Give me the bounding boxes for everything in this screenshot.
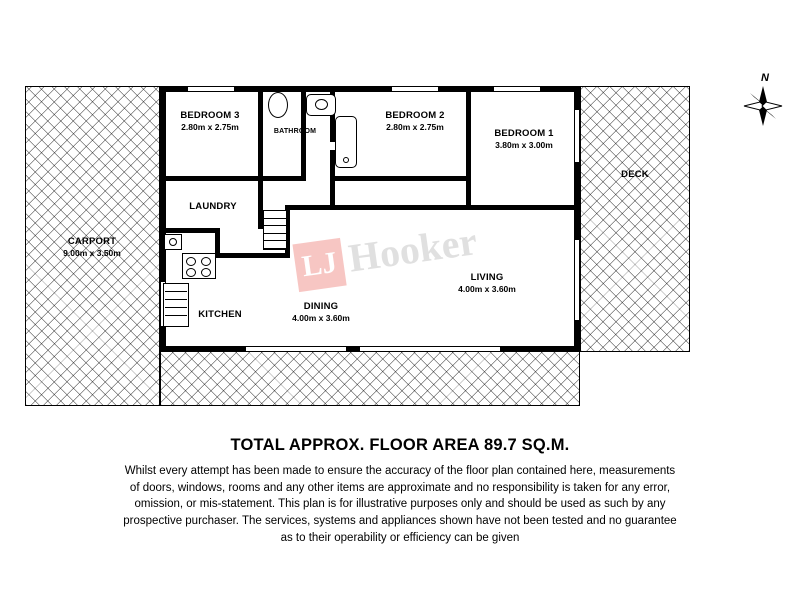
room-label-living: LIVING 4.00m x 3.60m bbox=[458, 272, 516, 294]
room-label-laundry: LAUNDRY bbox=[189, 201, 237, 212]
toilet-cistern bbox=[268, 90, 288, 92]
deck-hatch-area bbox=[580, 86, 690, 352]
room-label-dining: DINING 4.00m x 3.60m bbox=[292, 301, 350, 323]
wall-laundry-dining bbox=[215, 253, 290, 258]
toilet-fixture bbox=[268, 92, 288, 118]
room-label-bedroom1: BEDROOM 1 3.80m x 3.00m bbox=[494, 128, 554, 150]
window-top-left bbox=[188, 87, 234, 91]
kitchen-bench-line-1 bbox=[165, 291, 187, 292]
stove-burner-3-icon bbox=[186, 268, 196, 277]
compass-north-label: N bbox=[761, 72, 769, 84]
bathtub-plug-icon bbox=[343, 157, 349, 163]
stairs bbox=[263, 210, 287, 250]
room-label-bathroom: BATHROOM bbox=[273, 128, 317, 135]
window-right-living bbox=[575, 240, 579, 320]
stove-burner-1-icon bbox=[186, 257, 196, 266]
watermark-brand-text: Hooker bbox=[345, 218, 480, 281]
watermark-logo-text: LJ bbox=[299, 245, 340, 284]
room-label-bedroom2: BEDROOM 2 2.80m x 2.75m bbox=[385, 110, 445, 132]
room-label-bedroom3: BEDROOM 3 2.80m x 2.75m bbox=[180, 110, 240, 132]
wall-bed1-bottom bbox=[466, 205, 580, 210]
wall-laundry-bottom bbox=[160, 228, 220, 233]
wall-bed3-bottom bbox=[160, 176, 263, 181]
carport-hatch-lower bbox=[160, 352, 580, 406]
compass-star-icon bbox=[743, 85, 783, 127]
laundry-tub-bowl-icon bbox=[169, 238, 177, 246]
compass bbox=[740, 72, 786, 130]
kitchen-bench-line-2 bbox=[165, 299, 187, 300]
window-bottom-living bbox=[360, 347, 500, 351]
basin-bowl-icon bbox=[315, 99, 328, 110]
stove-burner-4-icon bbox=[201, 268, 211, 277]
window-bottom-dining bbox=[246, 347, 346, 351]
wall-living-top bbox=[288, 205, 470, 210]
footer bbox=[0, 436, 800, 546]
window-top-bed1 bbox=[494, 87, 540, 91]
disclaimer-text: Whilst every attempt has been made to ensure the accuracy of the floor plan contained here, measurements of doors, windows, rooms and any other items are approximate and no responsibility is taken for any error, omission, or mis-statement. This plan is for illustrative purposes only and should be used as such by any prospective purchaser. The services, systems and appliances shown have not been tested and no guarantee as to their operability or efficiency can be given bbox=[123, 465, 677, 544]
wall-bed3-bathroom bbox=[258, 86, 263, 180]
kitchen-bench-line-3 bbox=[165, 307, 187, 308]
wall-bathroom-bottom bbox=[258, 176, 306, 181]
room-label-kitchen: KITCHEN bbox=[198, 309, 242, 320]
wall-bed2-bottom bbox=[335, 176, 470, 181]
stove-burner-2-icon bbox=[201, 257, 211, 266]
room-label-carport: CARPORT 9.00m x 3.50m bbox=[63, 236, 121, 258]
room-label-deck: DECK bbox=[621, 169, 649, 180]
window-top-bed2 bbox=[392, 87, 438, 91]
floor-area-title: TOTAL APPROX. FLOOR AREA 89.7 SQ.M. bbox=[230, 436, 570, 454]
